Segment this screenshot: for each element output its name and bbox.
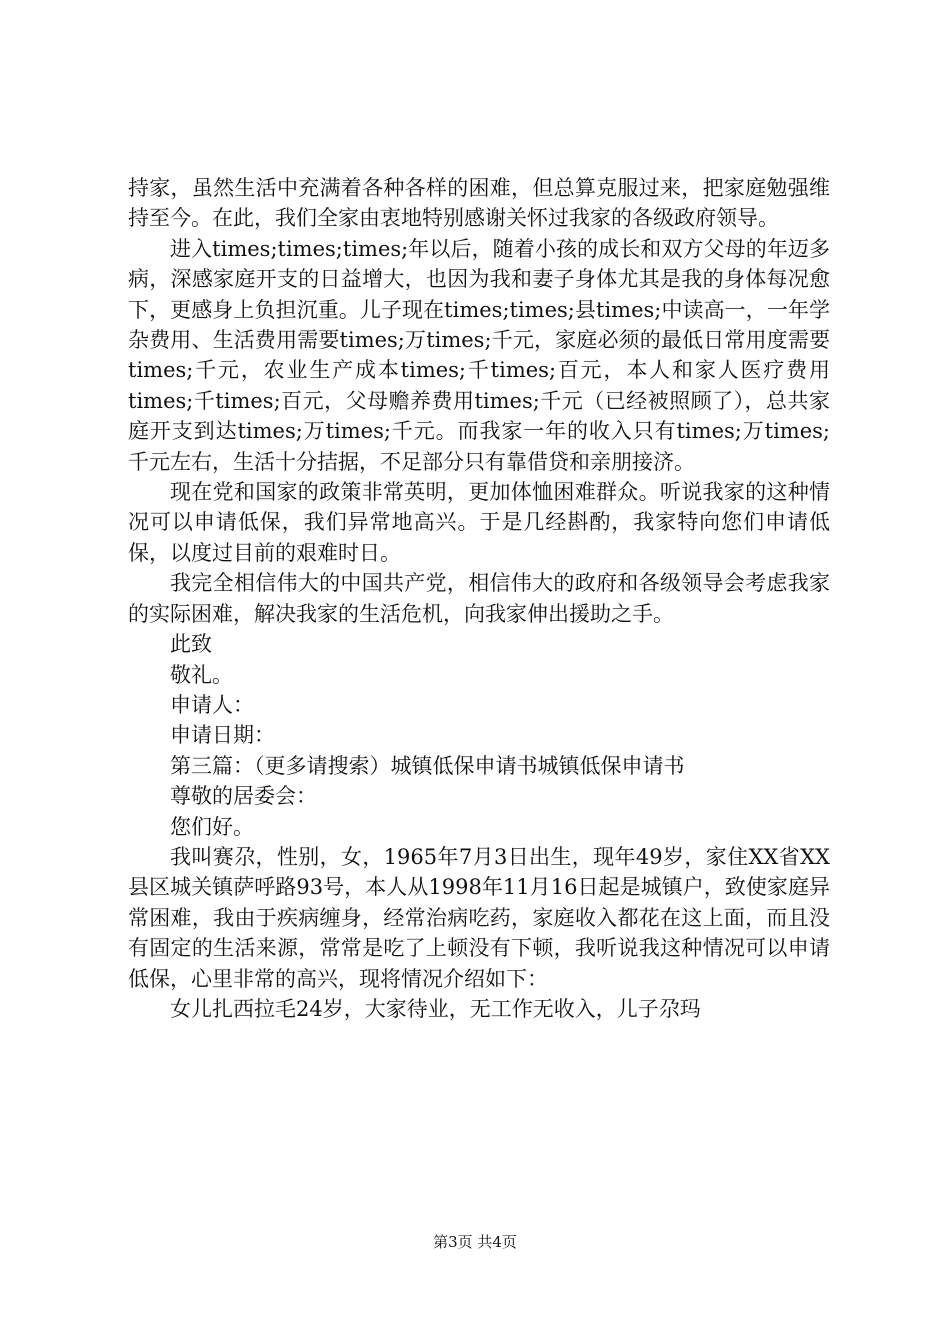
page-footer: [0, 1232, 950, 1252]
document-body: [128, 173, 830, 1024]
paragraph-1: 持家，虽然生活中充满着各种各样的困难，但总算克服过来，把家庭勉强维持至今。在此，我们全家由衷地特别感谢关怀过我家的各级政府领导。: [128, 176, 830, 231]
date-line: 申请日期：: [170, 723, 275, 748]
section-heading: 第三篇：（更多请搜索）城镇低保申请书城镇低保申请书: [170, 753, 685, 778]
page-number: 第3页 共4页: [433, 1233, 517, 1251]
paragraph-4: 我完全相信伟大的中国共产党，相信伟大的政府和各级领导会考虑我家的实际困难，解决我家的生活危机，向我家伸出援助之手。: [128, 571, 830, 626]
paragraph-introduction: 我叫赛尕，性别，女，1965年7月3日出生，现年49岁，家住XX省XX县区城关镇萨呼路93号，本人从1998年11月16日起是城镇户，致使家庭异常困难，我由于疾病缠身，经常治病吃药，家庭收入都花在这上面，而且没有固定的生活来源，常常是吃了上顿没有下顿，我听说我这种情况可以申请低保，心里非常的高兴，现将情况介绍如下：: [128, 844, 830, 991]
salutation-line: 此致: [170, 632, 212, 657]
greeting-recipient: 尊敬的居委会：: [170, 784, 317, 809]
paragraph-2: 进入times;times;times;年以后，随着小孩的成长和双方父母的年迈多病，深感家庭开支的日益增大，也因为我和妻子身体尤其是我的身体每况愈下，更感身上负担沉重。儿子现在times;times;县times;中读高一，一年学杂费用、生活费用需要times;万times;千元，家庭必须的最低日常用度需要times;千元，农业生产成本times;千times;百元，本人和家人医疗费用times;千times;百元，父母赡养费用times;千元（已经被照顾了），总共家庭开支到达times;万times;千元。而我家一年的收入只有times;万times;千元左右，生活十分拮据，不足部分只有靠借贷和亲朋接济。: [128, 236, 830, 474]
greeting-line: 您们好。: [170, 814, 254, 839]
applicant-line: 申请人：: [170, 692, 254, 717]
closing-line: 敬礼。: [170, 662, 233, 687]
paragraph-3: 现在党和国家的政策非常英明，更加体恤困难群众。听说我家的这种情况可以申请低保，我们异常地高兴。于是几经斟酌，我家特向您们申请低保，以度过目前的艰难时日。: [128, 480, 830, 565]
paragraph-family: 女儿扎西拉毛24岁，大家待业，无工作无收入，儿子尕玛: [170, 996, 701, 1021]
